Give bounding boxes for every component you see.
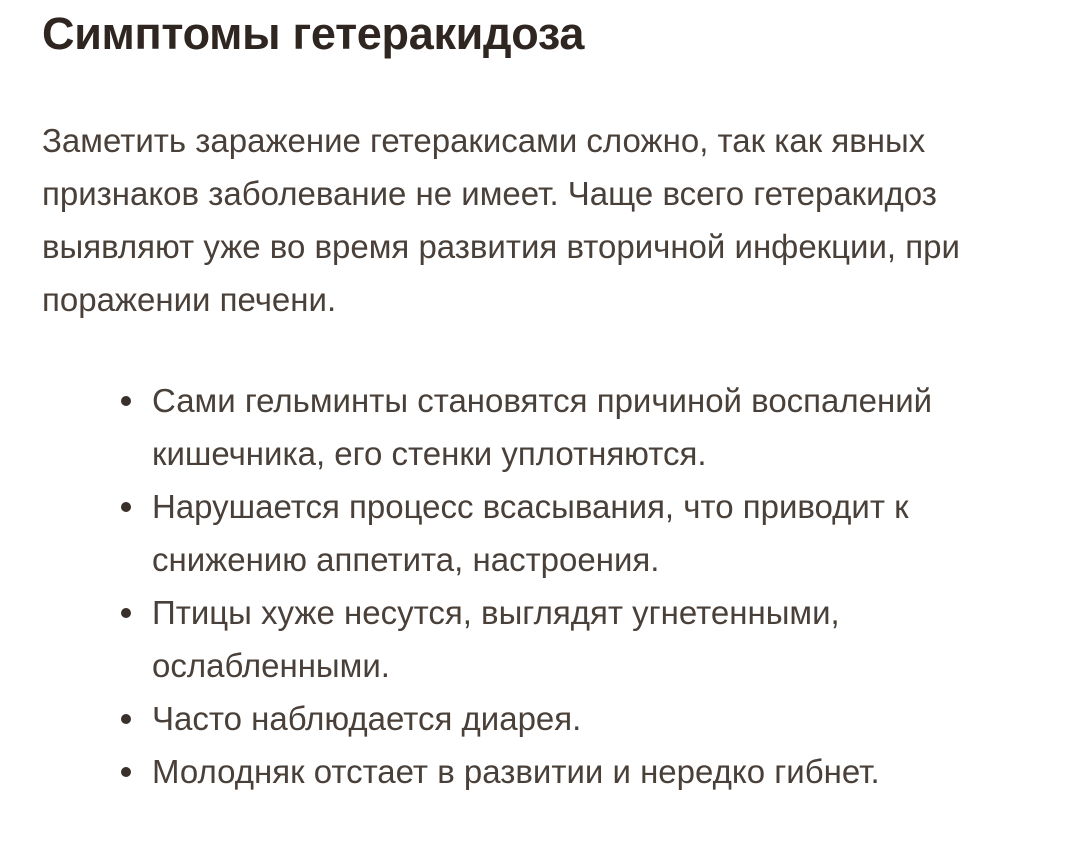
list-item-text: Нарушается процесс всасывания, что приводит к снижению аппетита, настроения. [152, 488, 909, 578]
bullet-icon [121, 767, 131, 777]
page-title: Симптомы гетеракидоза [42, 8, 585, 59]
list-item [152, 586, 1032, 692]
bullet-icon [121, 714, 131, 724]
list-item-text: Часто наблюдается диарея. [152, 700, 582, 737]
list-item-text: Сами гельминты становятся причиной воспалений кишечника, его стенки уплотняются. [152, 382, 933, 472]
list-item [152, 374, 1032, 480]
list-item [152, 692, 1032, 745]
intro-paragraph: Заметить заражение гетеракисами сложно, так как явных признаков заболевание не имеет. Чаще всего гетеракидоз выявляют уже во время развития вторичной инфекции, при поражении печени. [42, 122, 960, 318]
bullet-icon [121, 502, 131, 512]
list-item [152, 480, 1032, 586]
list-item-text: Молодняк отстает в развитии и нередко гибнет. [152, 753, 880, 790]
symptoms-list [42, 374, 1040, 798]
list-item-text: Птицы хуже несутся, выглядят угнетенными, ослабленными. [152, 594, 840, 684]
list-item [152, 745, 1032, 798]
bullet-icon [121, 608, 131, 618]
bullet-icon [121, 396, 131, 406]
